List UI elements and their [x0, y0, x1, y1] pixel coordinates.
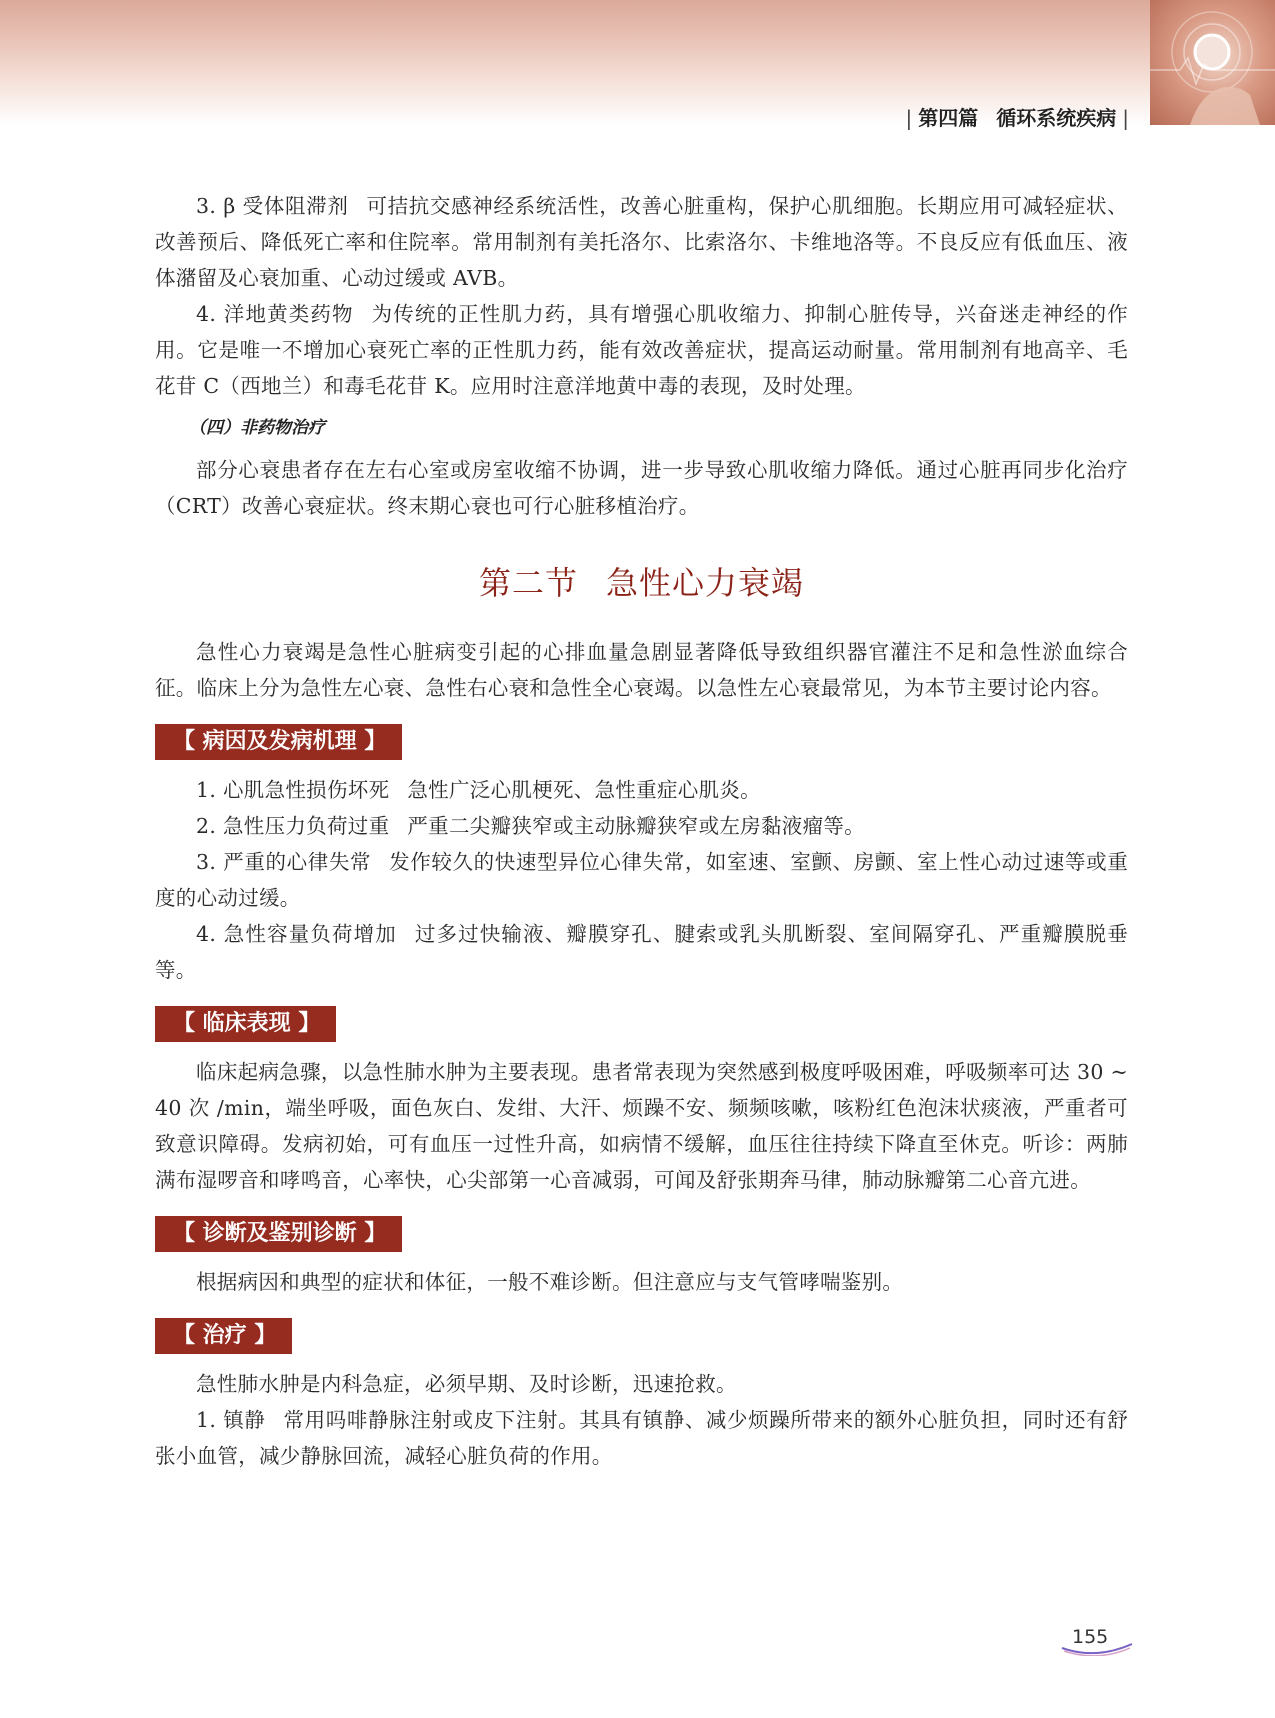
item-term: 2. 急性压力负荷过重 — [196, 814, 390, 838]
header-image — [1150, 0, 1275, 125]
section-name: 急性心力衰竭 — [606, 564, 805, 602]
list-item — [155, 772, 1128, 808]
heading-etiology: 【 病因及发病机理 】 — [155, 724, 402, 760]
item-text: 常用吗啡静脉注射或皮下注射。其具有镇静、减少烦躁所带来的额外心脏负担，同时还有舒张小血管，减少静脉回流，减轻心脏负荷的作用。 — [155, 1408, 1129, 1468]
item-term: 3. β 受体阻滞剂 — [196, 194, 349, 218]
item-text: 严重二尖瓣狭窄或主动脉瓣狭窄或左房黏液瘤等。 — [407, 814, 865, 838]
item-term: 4. 洋地黄类药物 — [196, 302, 354, 326]
heading-diagnosis: 【 诊断及鉴别诊断 】 — [155, 1216, 402, 1252]
paragraph — [155, 188, 1128, 296]
list-item — [155, 844, 1128, 916]
item-text: 可拮抗交感神经系统活性，改善心脏重构，保护心肌细胞。长期应用可减轻症状、改善预后、降低死亡率和住院率。常用制剂有美托洛尔、比索洛尔、卡维地洛等。不良反应有低血压、液体潴留及心衰加重、心动过缓或 AVB。 — [155, 194, 1128, 290]
item-text: 发作较久的快速型异位心律失常，如室速、室颤、房颤、室上性心动过速等或重度的心动过缓。 — [155, 850, 1129, 910]
item-term: 4. 急性容量负荷增加 — [196, 922, 397, 946]
section-title — [155, 558, 1128, 604]
item-term: 1. 镇静 — [196, 1408, 266, 1432]
subheading-nondrug: （四）非药物治疗 — [189, 418, 325, 438]
item-term: 1. 心肌急性损伤坏死 — [196, 778, 390, 802]
item-text: 为传统的正性肌力药，具有增强心肌收缩力、抑制心脏传导，兴奋迷走神经的作用。它是唯一不增加心衰死亡率的正性肌力药，能有效改善症状，提高运动耐量。常用制剂有地高辛、毛花苷 C（西地兰）和毒毛花苷 K。应用时注意洋地黄中毒的表现，及时处理。 — [155, 302, 1128, 398]
heading-clinical: 【 临床表现 】 — [155, 1006, 336, 1042]
part-title: 循环系统疾病 — [996, 106, 1117, 130]
page-number: 155 — [1072, 1626, 1109, 1648]
part-number: 第四篇 — [918, 106, 979, 130]
list-item — [155, 1402, 1128, 1474]
running-head: | 第四篇 循环系统疾病 | — [905, 106, 1129, 130]
item-text: 过多过快输液、瓣膜穿孔、腱索或乳头肌断裂、室间隔穿孔、严重瓣膜脱垂等。 — [155, 922, 1128, 982]
list-item — [155, 808, 1128, 844]
section-intro: 急性心力衰竭是急性心脏病变引起的心排血量急剧显著降低导致组织器官灌注不足和急性淤血综合征。临床上分为急性左心衰、急性右心衰和急性全心衰竭。以急性左心衰最常见，为本节主要讨论内容。 — [155, 640, 1128, 700]
item-text: 急性广泛心肌梗死、急性重症心肌炎。 — [407, 778, 761, 802]
paragraph: 部分心衰患者存在左右心室或房室收缩不协调，进一步导致心肌收缩力降低。通过心脏再同步化治疗（CRT）改善心衰症状。终末期心衰也可行心脏移植治疗。 — [155, 458, 1128, 518]
section-number: 第二节 — [478, 564, 578, 602]
item-term: 3. 严重的心律失常 — [196, 850, 372, 874]
paragraph: 临床起病急骤，以急性肺水肿为主要表现。患者常表现为突然感到极度呼吸困难，呼吸频率可达 30 ~ 40 次 /min，端坐呼吸，面色灰白、发绀、大汗、烦躁不安、频频咳嗽，咳粉红色泡沫状痰液，严重者可致意识障碍。发病初始，可有血压一过性升高，如病情不缓解，血压往往持续下降直至休克。听诊：两肺满布湿啰音和哮鸣音，心率快，心尖部第一心音减弱，可闻及舒张期奔马律，肺动脉瓣第二心音亢进。 — [155, 1060, 1128, 1192]
paragraph: 急性肺水肿是内科急症，必须早期、及时诊断，迅速抢救。 — [196, 1372, 737, 1396]
page-body — [155, 188, 1128, 1474]
list-item — [155, 916, 1128, 988]
paragraph: 根据病因和典型的症状和体征，一般不难诊断。但注意应与支气管哮喘鉴别。 — [196, 1270, 904, 1294]
stethoscope-icon — [1150, 0, 1275, 125]
heading-treatment: 【 治疗 】 — [155, 1318, 292, 1354]
paragraph — [155, 296, 1128, 404]
